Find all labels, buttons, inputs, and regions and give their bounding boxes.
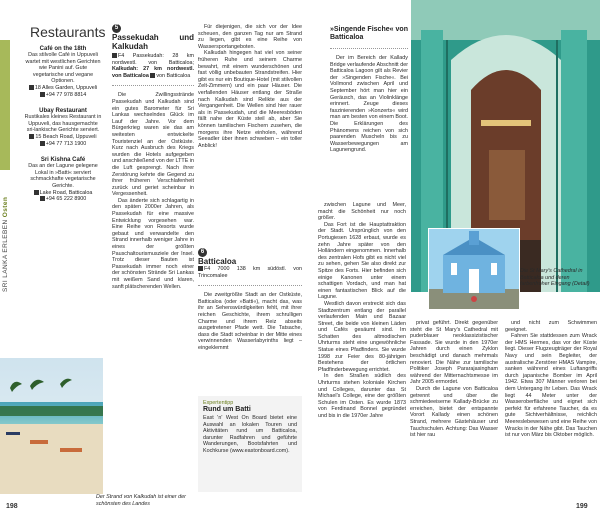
- passekudah-info: [112, 53, 194, 79]
- phone-icon: [40, 141, 45, 146]
- church-caption: Die St Mary's Cathedral in Batticaloa und deren farbenfroher Eingang (Detail): [520, 268, 590, 288]
- restaurant-phone: +94 77 713 1900: [45, 140, 87, 147]
- st-marys-cathedral-photo: [428, 228, 520, 310]
- expert-tip-title: Rund um Batti: [203, 406, 251, 413]
- expert-tip-text: East 'n' West On Board bietet eine Auswahl an lokalen Touren und Aktivitäten rund um Batticaloa, darunter Radfahren und geführte Wanderungen, Bootsfahrten und Kochkurse (www.eastonboard.com).: [203, 415, 297, 454]
- phone-icon: [40, 92, 45, 97]
- restaurant-info: [24, 190, 102, 203]
- divider: [330, 48, 408, 49]
- passekudah-continuation: [198, 24, 302, 149]
- map-icon: [112, 53, 117, 58]
- restaurant-desc: Rustikales kleines Restaurant in Uppuveli, das hausgemachte sri-lankische Gerichte serviert.: [24, 114, 102, 134]
- restaurant-info: [24, 85, 102, 98]
- section-label-region: Osten: [2, 196, 9, 218]
- restaurant-address: 18 Alles Garden, Uppuveli: [34, 84, 98, 91]
- passekudah-info-line1: F4 Passekudah: 28 km nordwestl. von Batticaloa;: [112, 53, 194, 66]
- passekudah-text: Das änderte sich schlagartig in den späten 2000er Jahren, als Passekudah für eine massive Entwicklung vorgesehen war. Eine Reihe von Resorts wurde gebaut und verwandelte den Strand innerhalb weniger Jahre in eines der größten Pauschaltourismusziele der Insel. Trotz dieser Bauten ist Passekudah immer noch einer der schönsten Strände Sri Lankas mit weißem Sand und klaren, sanft plätscherenden Wellen.: [112, 197, 194, 290]
- restaurant-phone: +94 65 222 8900: [45, 196, 87, 203]
- restaurants-title: Restaurants: [30, 24, 106, 40]
- batticaloa-title: Batticaloa: [198, 257, 237, 266]
- batticaloa-col4: [505, 320, 597, 439]
- batticaloa-text: und nicht zum Schwimmen geeignet.: [505, 320, 597, 333]
- restaurant-name: Café on the 18th: [39, 46, 87, 52]
- restaurant-name: Sri Kishna Café: [40, 157, 86, 164]
- batticaloa-text: Das Fort ist die Hauptattraktion der Stadt. Ursprünglich von den Portugiesen 1628 erbaut, wurde es zehn Jahre später von den Holländern eingenommen. Innerhalb des zentralen Hofs gibt es nicht viel zu sehen, gehen Sie also direkt zur Spitze des Forts. Hier befinden sich einige Kanonen unter einem schattigen Vordach, und man hat einen fantastischen Blick auf die Lagune.: [318, 221, 406, 301]
- passekudah-heading: [112, 24, 194, 51]
- restaurant-info: [24, 134, 102, 147]
- passekudah-text: Die Zwillingsstrände Passekudah und Kalkudah sind ein gutes Barometer für Sri Lankas wechselndes Glück im Lauf der Jahre. Vor dem Bürgerkrieg waren sie das am weitesten entwickelte Touristenziel an der Ostküste. Kurz nach Ausbruch des Kriegs wurden die Hotels aufgegeben und anschließend von der LTTE in die Luft gesprengt. Nach ihrer Zerstörung kehrte die Gegend zu ihrer früheren Verschlafenheit zurück und geriet scheinbar in Vergessenheit.: [112, 92, 195, 198]
- divider: [112, 85, 194, 86]
- sight-number: 6: [198, 248, 207, 257]
- restaurant-item: [24, 46, 102, 98]
- batticaloa-text: In den Straßen südlich des Uhrturms stehen koloniale Kirchen und Colleges, darunter das St Michael's College, eine der größten Schulen im Osten. Es wurde 1873 von Ferdinand Bonnel gegründet und bis in die 1970er Jahre: [318, 373, 406, 419]
- kalkudah-beach-photo: [0, 358, 103, 494]
- bus-icon: [150, 73, 155, 78]
- batticaloa-text: zwischen Lagune und Meer, macht die Schönheit nur noch größer.: [318, 202, 406, 222]
- phone-icon: [40, 196, 45, 201]
- beach-caption: Der Strand von Kalkudah ist einer der schönsten des Landes: [96, 494, 186, 507]
- expert-tip-box: [198, 396, 302, 492]
- restaurant-item: [24, 108, 102, 147]
- section-label-prefix: SRI LANKA ERLEBEN: [2, 219, 9, 292]
- passekudah-info-line3: von Batticaloa: [156, 72, 191, 79]
- map-icon: [34, 190, 39, 195]
- divider: [198, 285, 302, 286]
- singing-fish-title: »Singende Fische« von Batticaloa: [330, 26, 408, 41]
- batticaloa-text: Durch die Lagune von Batticaloa getrennt und über die schmiedeeiserne Kallady-Brücke zu erreichen, bietet der entspannte Vorort Kallady einen schönen Strand, mehrere Gästehäuser und Tauchschulen. Achtung: Das Wasser ist hier rau: [410, 385, 498, 439]
- batticaloa-text: privat geführt. Direkt gegenüber steht die St Mary's Cathedral mit puderblauer neoklassizistischer Fassade. Sie wurde in den 1970er Jahren durch einen Zyklon beschädigt und danach mehrmals renoviert. Die Nähe zur tamilische Politiker Joseph Pararajasingham während der Mitternachtsmesse im Jahr 2005 ermordet.: [410, 320, 498, 386]
- section-tab: [0, 40, 10, 170]
- restaurants-box: [24, 24, 106, 213]
- passekudah-title: Passekudah und Kalkudah: [112, 33, 194, 51]
- restaurant-desc: Das stilvolle Café in Uppuveli wartet mit westlichen Gerichten wie Panini auf. Gute vegetarische und vegane Optionen.: [25, 52, 101, 85]
- batticaloa-continued: [318, 202, 406, 420]
- page-number-right: 199: [576, 503, 588, 510]
- sight-number: 5: [112, 24, 121, 33]
- passekudah-section: [112, 24, 194, 290]
- map-icon: [29, 134, 34, 139]
- restaurant-name: Ubay Restaurant: [39, 108, 87, 115]
- restaurant-item: [24, 157, 102, 203]
- restaurant-address: Lake Road, Batticaloa: [39, 189, 93, 196]
- map-icon: [198, 266, 203, 271]
- passekudah-info-line2: Kalkudah: 27 km nordwestl. von Batticaloa: [112, 66, 194, 79]
- batticaloa-text: Westlich davon erstreckt sich das Stadtzentrum entlang der parallel verlaufenden Main und Bazaar Street, die beide von kleinen Läden und Cafés gesäumt sind. Im Schatten des altmodischen Uhrturms steht eine ungewöhnliche Statue eines Pfadfinders. Sie wurde 1998 zur Feier des 80-jährigen Bestehens der örtlichen Pfadfinderbewegung errichtet.: [318, 300, 406, 373]
- restaurant-phone: +94 77 978 8814: [45, 91, 87, 98]
- restaurant-address: 15 Beach Road, Uppuveli: [35, 133, 97, 140]
- batticaloa-col3: [410, 320, 498, 439]
- batticaloa-section: [198, 248, 302, 352]
- batticaloa-info: [198, 266, 302, 279]
- batticaloa-info-line: F4 7000 138 km südöstl. von Trincomalee: [198, 266, 302, 279]
- expert-tip-tag: Expertentipp: [203, 400, 234, 406]
- singing-fish-text: Der im Bereich der Kallady Bridge verlaufende Abschnitt der Batticaloa Lagoon gilt als Revier der »Singenden Fische«. Bei Vollmond zwischen April und September hört man hier ein Geräusch, das an Violinklänge erinnert. Zeuge dieses faszinierenden »Konzerts« wird man am besten von einem Boot. Die Erklärungen des Phänomens reichen von sich paarenden Muscheln bis zu Wasserbewegungen am Lagunengrund.: [330, 55, 408, 154]
- passekudah-text: Für diejenigen, die sich vor der Idee scheuen, den ganzen Tag nur am Strand zu liegen, gibt es eine Reihe von Wassersportangeboten.: [198, 24, 302, 50]
- map-icon: [29, 85, 34, 90]
- batticaloa-text: Fahren Sie stattdessen zum Wrack der HMS Hermes, das vor der Küste liegt. Dieser Flugzeugträger der Royal Navy und sein Begleiter, der australische Zerstörer HMAS Vampire, sanken während eines Luftangriffs durch japanische Bomber im April 1942. Etwa 307 Männer verloren bei dem Untergang ihr Leben. Das Wrack liegt 44 Meter unter der Wasseroberfläche und eignet sich perfekt für erfahrene Taucher, da es gute Sichtverhältnisse, reichlich Meereslebewesen und eine Reihe von Wracks in der Nähe gibt. Das Tauchen ist nur von März bis Oktober möglich.: [505, 333, 597, 439]
- passekudah-text: Kalkudah hingegen hat viel von seiner früheren Ruhe und seinem Charme bewahrt, mit einem wunderschönen und fast völlig unbebauten Strandstreifen. Hier gibt es nur ein Boutique-Hotel (mit stilvollen Zelt-Zimmern) und ein paar Häuser. Die verfallenden Häuser entlang der Straße nach Kalkudah sind Relikte aus der Vergangenheit. Die Wellen sind hier rauer als in Passekudah, und die Meeresböden fällt nahe der Küste steil ab, aber Sie können tamilischen Fischern zusehen, die morgens ihre Netze einholen, während Seeadler über ihnen schweben – ein toller Anblick!: [198, 50, 302, 149]
- section-label: [2, 172, 12, 292]
- batticaloa-text: Die zweitgrößte Stadt an der Ostküste, Batticaloa (oder »Batti«), macht das, was ihr an Sehenswürdigkeiten fehlt, mit ihrer reichen Geschichte, ihrem schrulligen Charme und ihrem Reiz abseits ausgetretener Pfade wett. Die Tatsache, dass die Stadt scheinbar in der Mitte eines verwinnenden Wasserlabyrinths liegt – eingeklemmt: [198, 292, 302, 351]
- singing-fish-box: [330, 26, 408, 154]
- page-number-left: 198: [6, 503, 18, 510]
- restaurant-desc: Das an der Lagune gelegene Lokal in »Batti« serviert schmackhafte vegetarische Gerichte.: [28, 163, 98, 189]
